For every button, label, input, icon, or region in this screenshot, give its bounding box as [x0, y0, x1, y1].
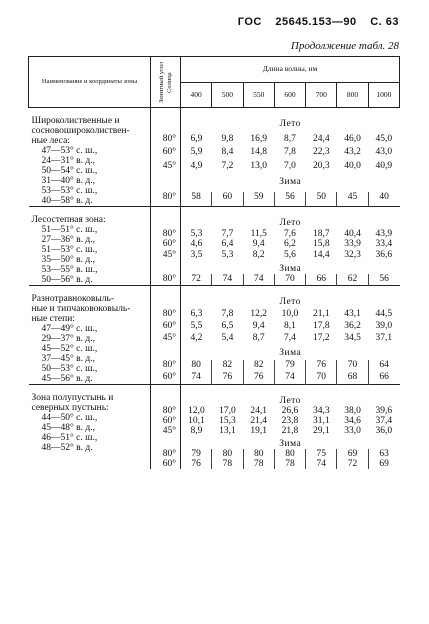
value-cell: 6,5	[221, 321, 234, 332]
value-cell: 18,7	[312, 228, 330, 239]
wavelength-700: 700	[306, 82, 337, 108]
zone-separator	[29, 207, 400, 216]
zenith-angle: 60°	[151, 416, 181, 426]
zone-coordinate: 27—36° в. д.,	[41, 235, 95, 245]
value-cell: 74	[212, 274, 243, 285]
value-cell: 43,1	[344, 309, 361, 320]
value-cell: 79	[191, 449, 201, 459]
value-cell: 66	[368, 372, 399, 384]
zenith-angle: 45°	[151, 250, 181, 261]
value-cell: 38,0	[344, 406, 361, 416]
value-cell: 7,4	[284, 333, 296, 344]
value-cell: 8,1	[284, 321, 296, 332]
value-cell: 74	[306, 459, 337, 469]
zenith-angle: 80°	[151, 360, 181, 372]
value-cell: 8,4	[221, 147, 234, 158]
value-cell: 9,8	[221, 133, 234, 144]
value-cell: 22,3	[312, 147, 330, 158]
zone-name-cell	[29, 215, 151, 286]
zone-coordinate: 51—51° с. ш.,	[41, 225, 98, 235]
value-cell: 14,4	[312, 249, 330, 260]
angle-cell-empty	[151, 215, 181, 229]
value-cell: 70	[337, 360, 368, 372]
zone-coordinate: 53—53° с. ш.,	[41, 186, 98, 196]
value-cell: 21,1	[312, 309, 330, 320]
value-cell: 43,9	[375, 228, 393, 239]
season-winter-label: Зима	[279, 347, 302, 358]
value-cell: 14,8	[250, 147, 268, 158]
zenith-angle: 80°	[151, 449, 181, 459]
value-cell: 21,8	[281, 426, 299, 436]
value-cell: 5,6	[284, 249, 296, 260]
zone-title-line: Лесостепная зона:	[31, 215, 106, 225]
value-cell: 31,1	[312, 416, 330, 426]
season-winter-label: Зима	[279, 177, 302, 188]
value-cell: 80	[274, 449, 305, 459]
value-cell: 39,6	[375, 406, 393, 416]
value-cell: 5,9	[190, 147, 203, 158]
value-cell: 33,0	[344, 426, 361, 436]
zone-coordinate: 50—53° с. ш.,	[41, 364, 98, 374]
value-cell: 9,4	[252, 321, 265, 332]
value-cell: 70	[274, 274, 305, 285]
zone-coordinate: 45—52° с. ш.,	[41, 344, 98, 354]
season-row	[29, 393, 400, 406]
value-cell: 76	[212, 372, 243, 384]
value-cell: 74	[191, 372, 201, 383]
zone-coordinate: 45—48° в. д.,	[41, 423, 95, 433]
season-row	[29, 294, 400, 309]
value-cell: 24,1	[250, 406, 268, 416]
value-cell: 19,1	[250, 426, 268, 436]
value-cell: 43,0	[375, 147, 393, 158]
wavelength-600: 600	[274, 82, 305, 108]
value-cell: 45	[337, 192, 368, 206]
value-cell: 80	[243, 449, 274, 459]
value-cell: 36,0	[375, 426, 393, 436]
zone-coordinate: 29—37° в. д.,	[41, 334, 95, 344]
zenith-angle: 60°	[151, 239, 181, 250]
value-cell: 78	[243, 459, 274, 469]
zone-coordinate: 51—53° с. ш.,	[41, 245, 98, 255]
value-cell: 76	[191, 459, 201, 469]
wavelength-header: Длина волны, нм	[181, 57, 400, 83]
value-cell: 8,7	[252, 333, 265, 344]
value-cell: 39,0	[375, 321, 393, 332]
value-cell: 8,2	[252, 249, 265, 260]
value-cell: 7,7	[221, 228, 234, 239]
value-cell: 21,4	[250, 416, 268, 426]
value-cell: 59	[243, 192, 274, 206]
zone-title-line: ные степи:	[31, 314, 75, 324]
zone-name-cell	[29, 294, 151, 385]
value-cell: 79	[274, 360, 305, 372]
value-cell: 5,4	[221, 333, 234, 344]
value-cell: 76	[243, 372, 274, 384]
table-continuation: Продолжение табл. 28	[290, 40, 399, 52]
value-cell: 29,1	[312, 426, 330, 436]
value-cell: 40,4	[344, 228, 361, 239]
zenith-angle: 60°	[151, 372, 181, 384]
season-row	[29, 215, 400, 229]
value-cell: 10,0	[281, 309, 299, 320]
zone-name-cell	[29, 393, 151, 469]
value-cell: 4,9	[190, 160, 203, 171]
season-summer-label: Лето	[279, 218, 301, 228]
angle-column-header: Зенитный угол Солнца	[151, 57, 181, 108]
value-cell: 36,2	[344, 321, 361, 332]
value-cell: 40,9	[375, 160, 393, 171]
value-cell: 40,0	[344, 160, 361, 171]
wavelength-800: 800	[337, 82, 368, 108]
value-cell: 7,2	[221, 160, 234, 171]
value-cell: 37,4	[375, 416, 393, 426]
value-cell: 6,2	[284, 239, 296, 250]
zenith-angle: 80°	[151, 406, 181, 416]
standard-number: 25645.153—90	[275, 16, 357, 28]
value-cell: 7,0	[284, 160, 296, 171]
angle-cell-empty	[151, 345, 181, 360]
zone-coordinate: 44—50° с. ш.,	[41, 413, 98, 423]
zone-coordinate: 35—50° в. д.,	[41, 255, 95, 265]
value-cell: 33,4	[375, 239, 393, 250]
zenith-angle: 45°	[151, 161, 181, 175]
value-cell: 7,8	[221, 309, 234, 320]
value-cell: 4,6	[190, 239, 203, 250]
value-cell: 10,1	[188, 416, 205, 426]
page-number: С. 63	[370, 16, 399, 28]
value-cell: 72	[337, 459, 368, 469]
value-cell: 75	[306, 449, 337, 459]
value-cell: 40	[368, 192, 399, 206]
angle-cell-empty	[151, 261, 181, 275]
value-cell: 44,5	[375, 309, 393, 320]
value-cell: 46,0	[344, 133, 361, 144]
zenith-angle: 60°	[151, 147, 181, 161]
value-cell: 50	[306, 192, 337, 206]
value-cell: 78	[274, 459, 305, 469]
value-cell: 34,6	[344, 416, 361, 426]
angle-cell-empty	[151, 116, 181, 134]
value-cell: 32,3	[344, 249, 361, 260]
value-cell: 70	[306, 372, 337, 384]
value-cell: 17,8	[312, 321, 330, 332]
zone-coordinate: 31—40° в. д.,	[41, 176, 95, 186]
zone-title-line: северных пустынь:	[31, 403, 109, 413]
value-cell: 58	[191, 192, 201, 203]
zenith-angle: 45°	[151, 426, 181, 436]
zone-coordinate: 47—53° с. ш.,	[41, 146, 98, 156]
zenith-angle: 80°	[151, 229, 181, 240]
value-cell: 74	[243, 274, 274, 285]
value-cell: 7,6	[284, 228, 296, 239]
value-cell: 34,3	[312, 406, 330, 416]
wavelength-500: 500	[212, 82, 243, 108]
value-cell: 37,1	[375, 333, 393, 344]
value-cell: 33,9	[344, 239, 361, 250]
wavelength-1000: 1000	[368, 82, 399, 108]
wavelength-400: 400	[181, 82, 212, 108]
zone-coordinate: 48—52° в. д.	[41, 443, 93, 453]
value-cell: 5,3	[190, 228, 203, 239]
value-cell: 15,3	[219, 416, 236, 426]
value-cell: 17,2	[312, 333, 330, 344]
value-cell: 11,5	[250, 228, 267, 239]
value-cell: 43,2	[344, 147, 361, 158]
angle-cell-empty	[151, 294, 181, 309]
value-cell: 78	[212, 459, 243, 469]
value-cell: 56	[368, 274, 399, 285]
zone-separator	[29, 108, 400, 117]
value-cell: 56	[274, 192, 305, 206]
value-cell: 26,6	[281, 406, 299, 416]
value-cell: 5,5	[190, 321, 203, 332]
season-winter-label: Зима	[279, 439, 302, 449]
zone-coordinate: 37—45° в. д.,	[41, 354, 95, 364]
angle-cell-empty	[151, 436, 181, 449]
value-cell: 12,2	[250, 309, 268, 320]
value-cell: 16,9	[250, 133, 268, 144]
value-cell: 69	[337, 449, 368, 459]
season-winter-label: Зима	[279, 263, 302, 274]
value-cell: 62	[337, 274, 368, 285]
season-summer-label: Лето	[279, 119, 301, 129]
angle-cell-empty	[151, 393, 181, 406]
season-summer-label: Лето	[279, 396, 301, 406]
value-cell: 60	[212, 192, 243, 206]
value-cell: 80	[212, 449, 243, 459]
name-column-header: Наименование и координаты зоны	[29, 57, 151, 108]
value-cell: 66	[306, 274, 337, 285]
zone-coordinate: 24—31° в. д.,	[41, 156, 95, 166]
zone-title-line: ные леса:	[31, 136, 70, 146]
value-cell: 9,4	[252, 239, 265, 250]
value-cell: 74	[274, 372, 305, 384]
season-row	[29, 116, 400, 134]
zone-title-line: ные и типчаковоковыль-	[31, 304, 131, 314]
value-cell: 24,4	[312, 133, 330, 144]
zenith-angle: 80°	[151, 309, 181, 321]
zone-title-line: Зона полупустынь и	[31, 393, 114, 403]
value-cell: 12,0	[188, 406, 205, 416]
data-table	[28, 56, 400, 469]
value-cell: 6,3	[190, 309, 203, 320]
zone-coordinate: 50—56° в. д.	[41, 275, 93, 285]
season-summer-label: Лето	[279, 297, 301, 307]
value-cell: 15,8	[312, 239, 330, 250]
value-cell: 7,8	[284, 147, 296, 158]
value-cell: 36,6	[375, 249, 393, 260]
zenith-angle: 60°	[151, 321, 181, 333]
angle-cell-empty	[151, 174, 181, 192]
value-cell: 20,3	[312, 160, 330, 171]
value-cell: 17,0	[219, 406, 236, 416]
value-cell: 63	[368, 449, 399, 459]
zone-coordinate: 47—49° с. ш.,	[41, 324, 98, 334]
zenith-angle: 80°	[151, 274, 181, 285]
value-cell: 45,0	[375, 133, 393, 144]
wavelength-550: 550	[243, 82, 274, 108]
value-cell: 80	[191, 360, 201, 371]
value-cell: 64	[368, 360, 399, 372]
page-header	[228, 16, 399, 28]
zone-separator	[29, 286, 400, 295]
zone-coordinate: 50—54° с. ш.,	[41, 166, 98, 176]
value-cell: 6,4	[221, 239, 234, 250]
zone-title-line: Широколиственные и	[31, 116, 120, 126]
standard-label: ГОС	[237, 16, 262, 28]
zone-coordinate: 53—55° в. ш.,	[41, 265, 98, 275]
zone-coordinate: 46—51° с. ш.,	[41, 433, 98, 443]
value-cell: 8,7	[284, 133, 296, 144]
value-cell: 34,5	[344, 333, 361, 344]
value-cell: 82	[243, 360, 274, 372]
zenith-angle: 45°	[151, 333, 181, 345]
zone-coordinate: 45—56° в. д.	[41, 374, 93, 384]
value-cell: 82	[212, 360, 243, 372]
zenith-angle: 80°	[151, 192, 181, 206]
zone-coordinate: 40—58° в. д.	[41, 196, 93, 206]
value-cell: 68	[337, 372, 368, 384]
zone-title-line: Разнотравноковыль-	[31, 294, 115, 304]
value-cell: 13,0	[250, 160, 268, 171]
zone-name-cell	[29, 116, 151, 207]
value-cell: 13,1	[219, 426, 236, 436]
value-cell: 76	[306, 360, 337, 372]
value-cell: 72	[191, 274, 201, 285]
value-cell: 23,8	[281, 416, 299, 426]
zone-title-line: сосновошироколиствен-	[31, 126, 130, 136]
value-cell: 69	[368, 459, 399, 469]
value-cell: 5,3	[221, 249, 234, 260]
value-cell: 4,2	[190, 333, 203, 344]
zone-separator	[29, 385, 400, 394]
zenith-angle: 60°	[151, 459, 181, 469]
value-cell: 8,9	[190, 426, 203, 436]
value-cell: 3,5	[190, 249, 203, 260]
zenith-angle: 80°	[151, 134, 181, 148]
value-cell: 6,9	[190, 133, 203, 144]
